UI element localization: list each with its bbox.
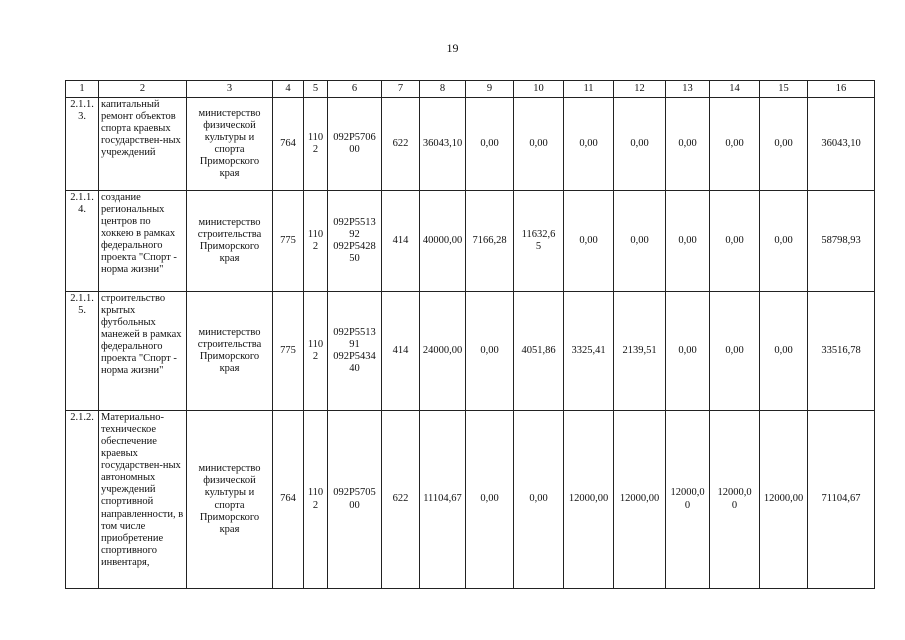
header-cell: 12 [614,81,666,98]
target-article-code-cell: 092P5513 92 092P5428 50 [328,191,382,292]
expense-type-code-cell: 622 [382,98,420,191]
amount-col-13-cell: 12000,0 0 [666,411,710,589]
amount-total-cell: 36043,10 [808,98,875,191]
amount-total-cell: 58798,93 [808,191,875,292]
amount-col-14-cell: 0,00 [710,98,760,191]
gr-bs-code-cell: 775 [273,191,304,292]
gr-bs-code-cell: 775 [273,292,304,411]
gr-bs-code-cell: 764 [273,98,304,191]
executor-cell: министерство строительства Приморского края [187,292,273,411]
expense-type-code-cell: 414 [382,292,420,411]
header-cell: 15 [760,81,808,98]
amount-col-11-cell: 12000,00 [564,411,614,589]
target-article-code-cell: 092P5705 00 [328,411,382,589]
amount-col-15-cell: 0,00 [760,98,808,191]
header-cell: 5 [304,81,328,98]
amount-col-11-cell: 0,00 [564,98,614,191]
amount-col-12-cell: 0,00 [614,98,666,191]
header-cell: 4 [273,81,304,98]
header-cell: 7 [382,81,420,98]
measure-name-cell: создание региональных центров по хоккею в рамках федерального проекта "Спорт - норма жизни" [99,191,187,292]
amount-col-12-cell: 2139,51 [614,292,666,411]
table-row [66,98,875,191]
table-row [66,292,875,411]
table-row [66,191,875,292]
page-number: 19 [446,41,459,55]
amount-col-9-cell: 7166,28 [466,191,514,292]
row-number-cell: 2.1.1. 4. [66,191,99,292]
row-number-cell: 2.1.1. 5. [66,292,99,411]
measure-name-cell: строительство крытых футбольных манежей в рамках федерального проекта "Спорт - норма жизни" [99,292,187,411]
row-number-cell: 2.1.1. 3. [66,98,99,191]
amount-col-13-cell: 0,00 [666,292,710,411]
header-cell: 9 [466,81,514,98]
amount-col-8-cell: 24000,00 [420,292,466,411]
amount-total-cell: 71104,67 [808,411,875,589]
section-code-cell: 1102 [304,98,328,191]
target-article-code-cell: 092P5706 00 [328,98,382,191]
header-cell: 10 [514,81,564,98]
amount-col-9-cell: 0,00 [466,292,514,411]
gr-bs-code-cell: 764 [273,411,304,589]
header-cell: 1 [66,81,99,98]
header-cell: 14 [710,81,760,98]
amount-col-13-cell: 0,00 [666,191,710,292]
section-code-cell: 1102 [304,411,328,589]
expense-type-code-cell: 622 [382,411,420,589]
amount-col-10-cell: 4051,86 [514,292,564,411]
header-cell: 13 [666,81,710,98]
amount-col-9-cell: 0,00 [466,98,514,191]
amount-col-11-cell: 0,00 [564,191,614,292]
executor-cell: министерство физической культуры и спорта Приморского края [187,98,273,191]
header-cell: 16 [808,81,875,98]
amount-col-10-cell: 11632,6 5 [514,191,564,292]
amount-col-11-cell: 3325,41 [564,292,614,411]
amount-col-14-cell: 0,00 [710,191,760,292]
row-number-cell: 2.1.2. [66,411,99,589]
section-code-cell: 1102 [304,292,328,411]
amount-col-8-cell: 40000,00 [420,191,466,292]
measure-name-cell: Материально-техническое обеспечение краевых государствен-ных автономных учреждений спортивной направленности, в том числе приобретение спортивного инвентаря, [99,411,187,589]
amount-col-15-cell: 0,00 [760,292,808,411]
header-cell: 2 [99,81,187,98]
executor-cell: министерство строительства Приморского края [187,191,273,292]
expense-type-code-cell: 414 [382,191,420,292]
amount-col-15-cell: 12000,00 [760,411,808,589]
header-cell: 8 [420,81,466,98]
amount-col-14-cell: 0,00 [710,292,760,411]
measure-name-cell: капитальный ремонт объектов спорта краевых государствен-ных учреждений [99,98,187,191]
amount-col-8-cell: 11104,67 [420,411,466,589]
amount-col-14-cell: 12000,0 0 [710,411,760,589]
amount-col-15-cell: 0,00 [760,191,808,292]
amount-col-12-cell: 0,00 [614,191,666,292]
header-cell: 11 [564,81,614,98]
header-cell: 6 [328,81,382,98]
amount-col-13-cell: 0,00 [666,98,710,191]
section-code-cell: 1102 [304,191,328,292]
amount-col-10-cell: 0,00 [514,411,564,589]
executor-cell: министерство физической культуры и спорта Приморского края [187,411,273,589]
header-row [66,81,875,98]
budget-table [65,80,875,589]
amount-col-10-cell: 0,00 [514,98,564,191]
table-row [66,411,875,589]
header-cell: 3 [187,81,273,98]
target-article-code-cell: 092P5513 91 092P5434 40 [328,292,382,411]
amount-col-8-cell: 36043,10 [420,98,466,191]
amount-col-9-cell: 0,00 [466,411,514,589]
amount-col-12-cell: 12000,00 [614,411,666,589]
amount-total-cell: 33516,78 [808,292,875,411]
